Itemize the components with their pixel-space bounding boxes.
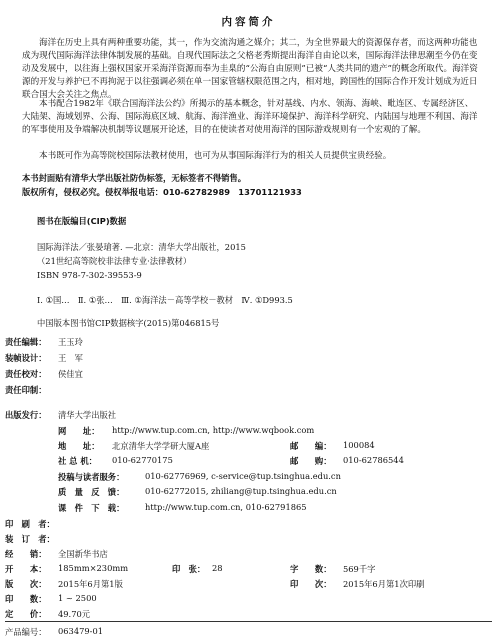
designer-label: 装帧设计： [5,353,47,363]
mail-order-value: 010-62786544 [343,455,404,465]
courseware-label: 课 件 下 载： [58,503,125,513]
quality-feedback-value: 010-62772015, zhiliang@tup.tsinghua.edu.cn [145,486,337,496]
format-label: 开 本： [5,564,47,574]
print-run-label: 印 数： [5,594,47,604]
quality-feedback-label: 质 量 反 馈： [58,487,125,497]
divider [5,621,492,622]
proofreader-value: 侯佳宜 [58,369,83,379]
price-value: 49.70元 [58,609,91,619]
sheets-label: 印 张： [172,564,206,574]
editor-value: 王玉玲 [58,337,83,347]
edition-value: 2015年6月第1版 [58,579,123,589]
switchboard-value: 010-62770175 [112,455,173,465]
impression-label: 印 次： [290,579,332,589]
submission-label: 投稿与读者服务： [58,472,125,482]
switchboard-label: 社 总 机： [58,456,97,466]
impression-value: 2015年6月第1次印刷 [343,579,425,589]
print-run-value: 1 ~ 2500 [58,593,97,603]
distributor-label: 经 销： [5,549,47,559]
distributor-value: 全国新华书店 [58,549,108,559]
copyright-notice: 版权所有，侵权必究。侵权举报电话：010-62782989 13701121933 [22,187,302,197]
cip-line-2: （21世纪高等院校非法律专业·法律教材） [37,256,192,266]
website-value: http://www.tup.com.cn, http://www.wqbook.com [112,425,315,435]
publisher-name: 清华大学出版社 [58,410,117,420]
submission-value: 010-62776969, c-service@tup.tsinghua.edu.cn [145,471,341,481]
cip-record-number: 中国版本图书馆CIP数据核字(2015)第046815号 [37,318,220,328]
sheets-value: 28 [212,563,223,573]
courseware-value: http://www.tup.com.cn, 010-62791865 [145,502,307,512]
publisher-label: 出版发行： [5,410,47,420]
printer-label: 印 刷 者： [5,519,55,529]
cip-line-1: 国际海洋法／张晏瑲著. —北京：清华大学出版社，2015 [37,242,246,252]
intro-paragraph-2: 本书配合1982年《联合国海洋法公约》所揭示的基本概念，针对基线、内水、领海、海峡、毗连区、专属经济区、大陆架、海域划界、公海、国际海底区域、航海、海洋渔业、海洋环境保护、海洋科学研究、内陆国与地理不利国、海洋的军事使用及争端解决机制等议题展开论述，目的在使读者对使用海洋的国际游戏规则有一个宏观的了解。 [22,99,478,135]
page-title: 内容简介 [221,16,276,28]
price-label: 定 价： [5,609,47,619]
binder-label: 装 订 者： [5,534,55,544]
cip-isbn: ISBN 978-7-302-39553-9 [37,270,142,280]
edition-label: 版 次： [5,579,47,589]
intro-paragraph-1: 海洋在历史上具有两种重要功能，其一，作为交流沟通之媒介；其二，为全世界最大的资源保存者，而这两种功能也成为现代国际海洋法律体制发展的基础。自现代国际法之父格老秀斯提出海洋自由论以来，国际海洋法律思潮至今仍在变动及发展中，以往海上强权国家开采海洋资源而奉为圭臬的“公海自由原则”已被“人类共同的遗产”的概念所取代。海洋资源的开发与养护已不再拘泥于以往强调必须在单一国家管辖权限范围之内，相对地，跨国性的国际合作开发计划成为近日联合国大会关注之焦点。 [22,38,478,100]
word-count-value: 569千字 [343,564,376,574]
editor-label: 责任编辑： [5,337,47,347]
designer-value: 王 军 [58,353,83,363]
word-count-label: 字 数： [290,564,332,574]
address-label: 地 址： [58,441,100,451]
postcode-value: 100084 [343,440,375,450]
format-value: 185mm×230mm [58,563,129,573]
anti-counterfeit-notice: 本书封面贴有清华大学出版社防伪标签，无标签者不得销售。 [22,173,247,183]
cip-classification: Ⅰ. ①国… Ⅱ. ①张… Ⅲ. ①海洋法－高等学校－教材 Ⅳ. ①D993.5 [37,295,293,305]
product-code-value: 063479-01 [58,626,104,636]
postcode-label: 邮 编： [290,441,332,451]
proofreader-label: 责任校对： [5,369,47,379]
cip-heading: 图书在版编目(CIP)数据 [37,216,127,226]
website-label: 网 址： [58,426,100,436]
print-manager-label: 责任印制： [5,385,47,395]
product-code-label: 产品编号： [5,627,47,637]
address-value: 北京清华大学学研大厦A座 [112,441,210,451]
mail-order-label: 邮 购： [290,456,332,466]
intro-paragraph-3: 本书既可作为高等院校国际法教材使用，也可为从事国际海洋行为的相关人员提供宝贵经验。 [39,151,392,161]
